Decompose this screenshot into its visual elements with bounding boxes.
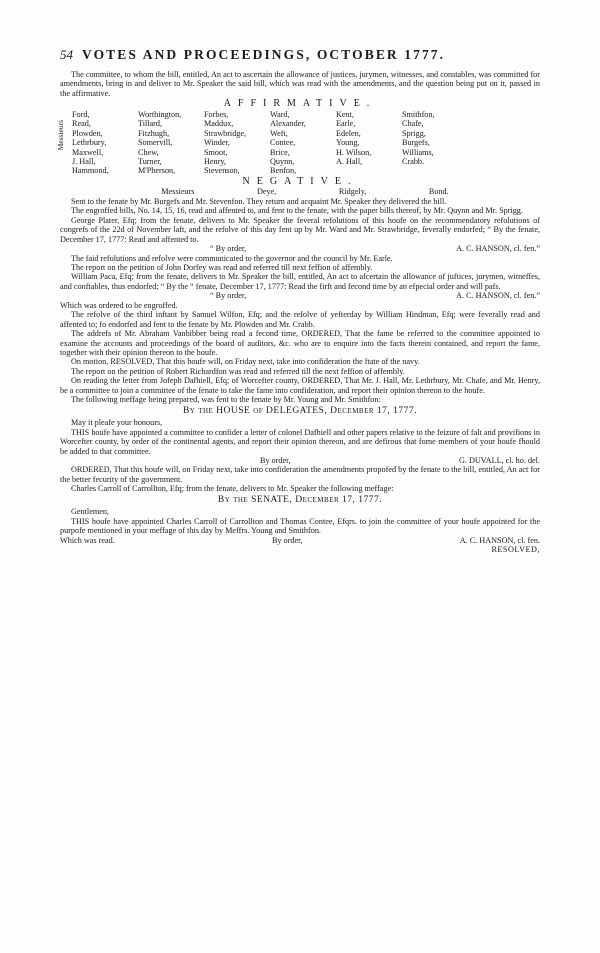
paragraph: The report on the petition of John Dorfey was read and referred till next feffion of affembly. xyxy=(71,262,373,272)
vote-name: M'Pherson, xyxy=(138,166,176,176)
vote-name: Chew, xyxy=(138,147,159,157)
signature-line xyxy=(60,291,540,300)
message-salutation: Gentlemen, xyxy=(71,507,109,517)
vote-name: Ward, xyxy=(270,109,290,119)
vote-name: Maddux, xyxy=(204,119,234,129)
vote-name: Earle, xyxy=(336,119,356,129)
clerk-signature: G. DUVALL, cl. ho. del. xyxy=(458,456,540,466)
intro-paragraph: The committee, to whom the bill, entitled, An act to ascertain the allowance of justices, jurymen, witnesses, and constables, was committed for amendments, bring in and deliver to Mr. Speaker the said bill, which was read with the amendments, and the question being put on it, passed in the affirmative. xyxy=(60,70,540,98)
paragraph: Charles Carroll of Carrollton, Efq; from the fenate, delivers to Mr. Speaker the following meffage: xyxy=(71,484,394,494)
message-salutation: May it pleafe your honours, xyxy=(71,418,163,428)
name-column xyxy=(270,110,336,176)
document-page xyxy=(56,47,540,555)
vote-name: Turner, xyxy=(138,157,162,166)
paragraph: The following meffage being prepared, was fent to the fenate by Mr. Young and Mr. Smithfon: xyxy=(71,395,381,405)
vote-name: Williams, xyxy=(402,147,434,157)
signature-line xyxy=(60,456,540,465)
message-heading: By the HOUSE of DELEGATES, December 17, 1777. xyxy=(182,405,418,416)
message-body: THIS houfe have appointed a committee to confider a letter of colonel Dafhiell and other papers relative to the feizure of falt and provifions in Worcefter county, by order of the continental agents, and report their opinion thereon, and are defirous that fome members of your houfe fhould be added to that committee. xyxy=(60,427,540,456)
affirmative-names xyxy=(56,109,540,176)
by-order: “ By order, xyxy=(210,291,247,301)
vote-name: Brice, xyxy=(270,147,290,157)
paragraph: The engroffed bills, No. 14, 15, 16, read and affented to, and fent to the fenate, with the paper bills thereof, by Mr. Quynn and Mr. Sprigg. xyxy=(71,206,523,216)
negative-heading: NEGATIVE. xyxy=(242,175,358,187)
negative-names xyxy=(60,187,540,196)
signature-line xyxy=(60,244,540,253)
vote-name: Stevenson, xyxy=(204,166,240,176)
by-order: By order, xyxy=(260,456,291,466)
message-body: THIS houfe have appointed Charles Carroll of Carrollton and Thomas Contee, Efqrs. to join the committee of your houfe appointed for the purpofe mentioned in your meffage of this day by Meffrs. Young and Smithfon. xyxy=(60,516,540,536)
paragraph: The addrefs of Mr. Abraham Vanbibber being read a fecond time, ORDERED, That the fame be referred to the committee appointed to examine the accounts and proceedings of the board of auditors, &c. who are to enquire into the facts therein contained, and report the fame, together with their opinion thereon to the houfe. xyxy=(60,329,540,358)
vote-name: Contee, xyxy=(270,138,296,148)
vote-name: Somervill, xyxy=(138,138,173,148)
vote-name: Benfon, xyxy=(270,166,297,176)
name-column xyxy=(204,110,270,176)
vote-name: Kent, xyxy=(336,109,354,119)
vote-name: Strawbridge, xyxy=(204,128,247,138)
clerk-signature: A. C. HANSON, cl. fen.” xyxy=(456,291,540,301)
vote-name: Smithfon, xyxy=(402,109,435,119)
running-title: VOTES AND PROCEEDINGS, OCTOBER 1777. xyxy=(82,47,446,62)
vote-name: Ford, xyxy=(72,109,90,119)
vote-name: Sprigg, xyxy=(402,128,426,138)
vote-name: Crabb. xyxy=(402,157,425,166)
message-heading: By the SENATE, December 17, 1777. xyxy=(217,494,383,505)
vote-name: Maxwell, xyxy=(72,147,104,157)
vote-name: Alexander, xyxy=(270,119,306,129)
vote-name: Deye, xyxy=(257,187,277,197)
name-column xyxy=(336,110,402,176)
messieurs-label: Messieurs xyxy=(56,119,65,151)
vote-name: Messieurs xyxy=(161,187,195,197)
name-column xyxy=(402,110,468,176)
vote-name: Lethrbury, xyxy=(72,138,107,148)
vote-name: Quynn, xyxy=(270,157,295,166)
vote-name: Ridgely, xyxy=(338,187,367,197)
vote-name: Forbes, xyxy=(204,109,229,119)
vote-name: Edelen, xyxy=(336,128,361,138)
vote-name: Read, xyxy=(72,119,91,129)
vote-name: Smoot, xyxy=(204,147,228,157)
vote-name: Winder, xyxy=(204,138,230,148)
paragraph: Sent to the fenate by Mr. Burgefs and Mr. Stevenfon. They return and acquaint Mr. Speaker they delivered the bill. xyxy=(71,196,447,206)
paragraph: The report on the petition of Robert Richardfon was read and referred till the next feffion of affembly. xyxy=(71,366,405,376)
paragraph: ORDERED, That this houfe will, on Friday next, take into confideration the amendments propofed by the fenate to the bill, entitled, An act for the better fecurity of the government. xyxy=(60,465,540,484)
clerk-signature: A. C. HANSON, cl. fen. xyxy=(459,535,540,545)
clerk-signature: A. C. HANSON, cl. fen.” xyxy=(456,244,540,254)
paragraph: The faid refolutions and refolve were communicated to the governor and the council by Mr. Earle. xyxy=(71,253,393,263)
by-order: By order, xyxy=(271,535,303,545)
vote-name: Weft, xyxy=(270,128,288,138)
vote-name: Fitzhugh, xyxy=(138,128,170,138)
vote-name: Young, xyxy=(336,138,360,148)
signature-line xyxy=(60,536,540,545)
vote-name: A. Hall, xyxy=(336,157,363,166)
page-number: 54 xyxy=(60,47,73,62)
vote-name: Tillard, xyxy=(138,119,163,129)
vote-name: H. Wilson, xyxy=(336,147,372,157)
affirmative-heading: AFFIRMATIVE. xyxy=(223,98,377,110)
paragraph: William Paca, Efq; from the fenate, delivers to Mr. Speaker the bill, entitled, An act to afcertain the allowance of juftices, jurymen, witneffes, and conftables, thus endorfed; “ By the “ fenate, December 17, 1777: Read the firft and fecond time by an efpecial order and will pafs. xyxy=(60,272,540,291)
name-column xyxy=(72,110,138,176)
paragraph: Which was ordered to be engroffed. xyxy=(60,300,178,310)
vote-name: Chafe, xyxy=(402,119,424,129)
name-column xyxy=(138,110,204,176)
vote-name: Hammond, xyxy=(72,166,109,176)
vote-name: Bond. xyxy=(428,187,449,197)
closing-note: Which was read. xyxy=(60,535,115,545)
paragraph: George Plater, Efq; from the fenate, delivers to Mr. Speaker the feveral refolutions of this houfe on the recommendatory refolutions of congrefs of the 22d of November laft, and the refolve of this day fent up by Mr. Ward and Mr. Strawbridge, feverally endorfed; “ By the fenate, December 17, 1777: Read and affented to. xyxy=(60,215,540,244)
vote-name: Plowden, xyxy=(72,128,103,138)
paragraph: The refolve of the third inftant by Samuel Wilfon, Efq; and the refolve of yefterday by William Hindman, Efq; were feverally read and affented to; fo endorfed and fent to the fenate by Mr. Plowden and Mr. Crabb. xyxy=(60,310,540,329)
vote-name: Worthington, xyxy=(138,109,182,119)
vote-name: J. Hall, xyxy=(72,157,96,166)
paragraph: On reading the letter from Jofeph Dafhiell, Efq; of Worcefter county, ORDERED, That Mr. J. Hall, Mr. Lethrbury, Mr. Chafe, and Mr. Henry, be a committee to join a committee of the fenate to take the fame into confideration, and report their opinion thereon to the houfe. xyxy=(60,376,540,395)
page-header xyxy=(60,47,540,66)
vote-name: Burgefs, xyxy=(402,138,430,148)
vote-name: Henry, xyxy=(204,157,226,166)
by-order: “ By order, xyxy=(210,244,247,254)
catchword: RESOLVED, xyxy=(491,545,540,555)
paragraph: On motion, RESOLVED, That this houfe will, on Friday next, take into confideration the ftate of the navy. xyxy=(71,357,420,367)
